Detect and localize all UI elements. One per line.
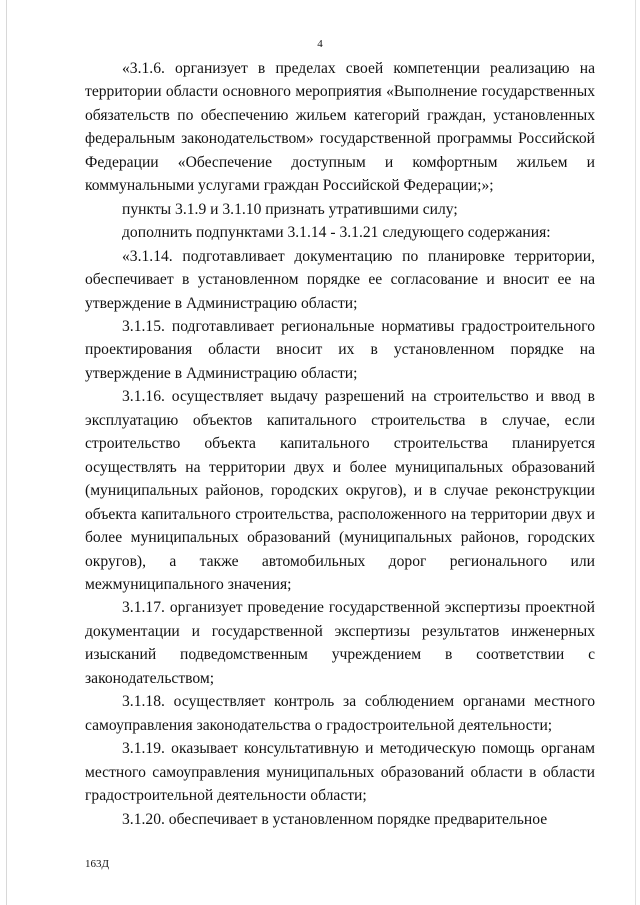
- paragraph-3-1-15: 3.1.15. подготавливает региональные нормативы градостроительного проектирования области вносит их в установленном порядке на утверждение в Администрацию области;: [85, 317, 595, 382]
- paragraph-3-1-16: 3.1.16. осуществляет выдачу разрешений на строительство и ввод в эксплуатацию объектов капитального строительства в случае, если строительство объекта капитального строительства планируется осуществлять на территории двух и более муниципальных образований (муниципальных районов, городских округов), и в случае реконструкции объекта капитального строительства, расположенного на территории двух и более муниципальных образований (муниципальных районов, городских округов), а также автомобильных дорог регионального или межмуниципального значения;: [85, 388, 595, 593]
- paragraph-3-1-17: 3.1.17. организует проведение государственной экспертизы проектной документации и государственной экспертизы результатов инженерных изысканий подведомственным учреждением в соответствии с законодательством;: [85, 599, 595, 687]
- document-code: 163Д: [85, 858, 110, 870]
- paragraph-3-1-6: «3.1.6. организует в пределах своей компетенции реализацию на территории области основного мероприятия «Выполнение государственных обязательств по обеспечению жильем категорий граждан, установленных федеральным законодательством» государственной программы Российской Федерации «Обеспечение доступным и комфортным жильем и коммунальными услугами граждан Российской Федерации;»;: [85, 60, 595, 195]
- paragraph-repeal-items: пункты 3.1.9 и 3.1.10 признать утратившими силу;: [122, 200, 458, 218]
- document-body: [85, 57, 595, 831]
- scan-edge-left: [6, 0, 7, 905]
- paragraph-3-1-14: «3.1.14. подготавливает документацию по планировке территории, обеспечивает в установленном порядке ее согласование и вносит ее на утверждение в Администрацию области;: [85, 247, 595, 312]
- scan-edge-right: [635, 0, 636, 905]
- page-number: 4: [317, 38, 323, 50]
- paragraph-3-1-19: 3.1.19. оказывает консультативную и методическую помощь органам местного самоуправления муниципальных образований области в области градостроительной деятельности области;: [85, 740, 595, 805]
- paragraph-3-1-18: 3.1.18. осуществляет контроль за соблюдением органами местного самоуправления законодательства о градостроительной деятельности;: [85, 693, 595, 734]
- paragraph-3-1-20: 3.1.20. обеспечивает в установленном порядке предварительное: [122, 810, 548, 828]
- paragraph-add-subitems: дополнить подпунктами 3.1.14 - 3.1.21 следующего содержания:: [122, 224, 551, 242]
